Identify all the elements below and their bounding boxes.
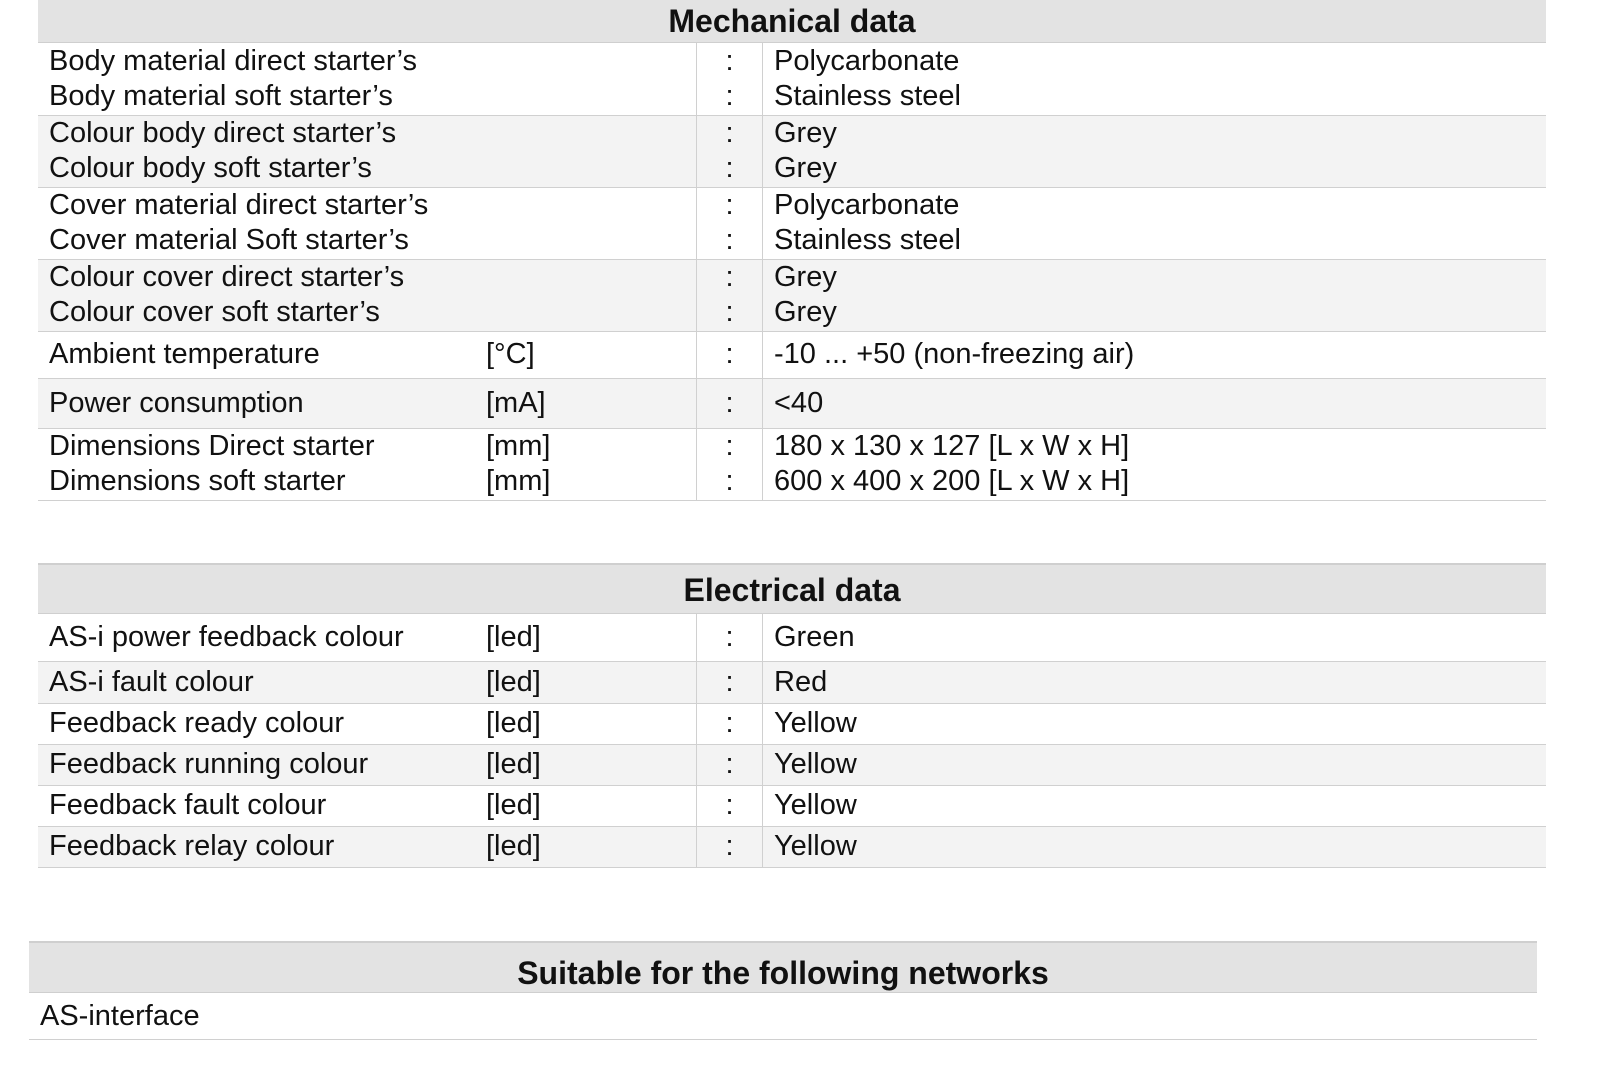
- spec-unit: [led]: [486, 620, 541, 653]
- spec-value: Grey: [774, 261, 837, 293]
- spec-unit: [led]: [486, 789, 541, 821]
- spec-label: Body material direct starter’s: [49, 44, 418, 77]
- spec-separator: :: [725, 465, 734, 497]
- spec-label: AS-i fault colour: [49, 665, 254, 698]
- spec-value: Polycarbonate: [774, 44, 960, 77]
- spec-value: Yellow: [774, 830, 857, 862]
- spec-unit: [mm]: [486, 430, 551, 462]
- mechanical-data-section: [38, 0, 1546, 501]
- spec-separator: :: [725, 152, 734, 184]
- electrical-data-title: Electrical data: [38, 563, 1546, 614]
- spec-separator: :: [725, 707, 734, 739]
- spec-value: Red: [774, 665, 828, 698]
- spec-separator: :: [725, 620, 734, 653]
- spec-unit: [led]: [486, 748, 541, 780]
- spec-unit: [led]: [486, 830, 541, 862]
- spec-row-group: [38, 259, 1546, 331]
- spec-value: Grey: [774, 152, 837, 184]
- spec-label: Colour body direct starter’s: [49, 117, 397, 149]
- electrical-data-section: [38, 563, 1546, 868]
- spec-label: Feedback fault colour: [49, 789, 327, 821]
- mechanical-data-table: [38, 43, 1546, 501]
- spec-label: Body material soft starter’s: [49, 79, 393, 112]
- spec-value: 600 x 400 x 200 [L x W x H]: [774, 465, 1130, 497]
- spec-unit: [mm]: [486, 465, 551, 497]
- spec-value: -10 ... +50 (non-freezing air): [774, 338, 1135, 370]
- spec-separator: :: [725, 430, 734, 462]
- electrical-data-table: [38, 614, 1546, 868]
- spec-separator: :: [725, 748, 734, 780]
- spec-row-group: [38, 744, 1546, 785]
- spec-row-group: [38, 115, 1546, 187]
- spec-value: <40: [774, 386, 824, 419]
- spec-separator: :: [725, 296, 734, 328]
- spec-row-group: [38, 826, 1546, 867]
- spec-value: Green: [774, 620, 855, 653]
- spec-label: Cover material Soft starter’s: [49, 224, 409, 256]
- spec-separator: :: [725, 665, 734, 698]
- networks-section: [29, 941, 1537, 1040]
- spec-row-group: [38, 614, 1546, 661]
- mechanical-data-title: Mechanical data: [38, 0, 1546, 43]
- spec-label: Colour body soft starter’s: [49, 152, 372, 184]
- spec-value: Yellow: [774, 789, 857, 821]
- spec-value: Yellow: [774, 748, 857, 780]
- spec-value: Yellow: [774, 707, 857, 739]
- spec-separator: :: [725, 261, 734, 293]
- spec-row-group: [38, 378, 1546, 428]
- spec-row-group: [38, 187, 1546, 259]
- spec-label: Dimensions Direct starter: [49, 430, 375, 462]
- spec-separator: :: [725, 79, 734, 112]
- spec-unit: [led]: [486, 665, 541, 698]
- spec-unit: [led]: [486, 707, 541, 739]
- spec-value: Stainless steel: [774, 224, 961, 256]
- spec-separator: :: [725, 224, 734, 256]
- spec-unit: [mA]: [486, 386, 546, 419]
- spec-row-group: [38, 43, 1546, 115]
- spec-row-group: [38, 331, 1546, 378]
- spec-label: Feedback relay colour: [49, 830, 335, 862]
- spec-separator: :: [725, 789, 734, 821]
- spec-separator: :: [725, 830, 734, 862]
- spec-label: Colour cover soft starter’s: [49, 296, 380, 328]
- spec-value: Polycarbonate: [774, 189, 960, 221]
- spec-separator: :: [725, 338, 734, 370]
- spec-separator: :: [725, 386, 734, 419]
- spec-value: Grey: [774, 296, 837, 328]
- networks-list: [29, 993, 1537, 1040]
- spec-label: Dimensions soft starter: [49, 465, 346, 497]
- spec-separator: :: [725, 189, 734, 221]
- spec-row-group: [38, 703, 1546, 744]
- spec-label: Ambient temperature: [49, 338, 320, 370]
- spec-row-group: [38, 661, 1546, 703]
- spec-separator: :: [725, 117, 734, 149]
- spec-value: Stainless steel: [774, 79, 961, 112]
- spec-label: Colour cover direct starter’s: [49, 261, 405, 293]
- spec-label: Power consumption: [49, 386, 304, 419]
- spec-label: Feedback running colour: [49, 748, 369, 780]
- spec-separator: :: [725, 44, 734, 77]
- spec-value: Grey: [774, 117, 837, 149]
- spec-label: Cover material direct starter’s: [49, 189, 429, 221]
- spec-label: Feedback ready colour: [49, 707, 344, 739]
- network-item: AS-interface: [29, 993, 1537, 1040]
- spec-row-group: [38, 785, 1546, 826]
- spec-label: AS-i power feedback colour: [49, 620, 404, 653]
- spec-row-group: [38, 428, 1546, 500]
- spec-value: 180 x 130 x 127 [L x W x H]: [774, 430, 1130, 462]
- networks-title: Suitable for the following networks: [29, 941, 1537, 993]
- spec-unit: [°C]: [486, 338, 535, 370]
